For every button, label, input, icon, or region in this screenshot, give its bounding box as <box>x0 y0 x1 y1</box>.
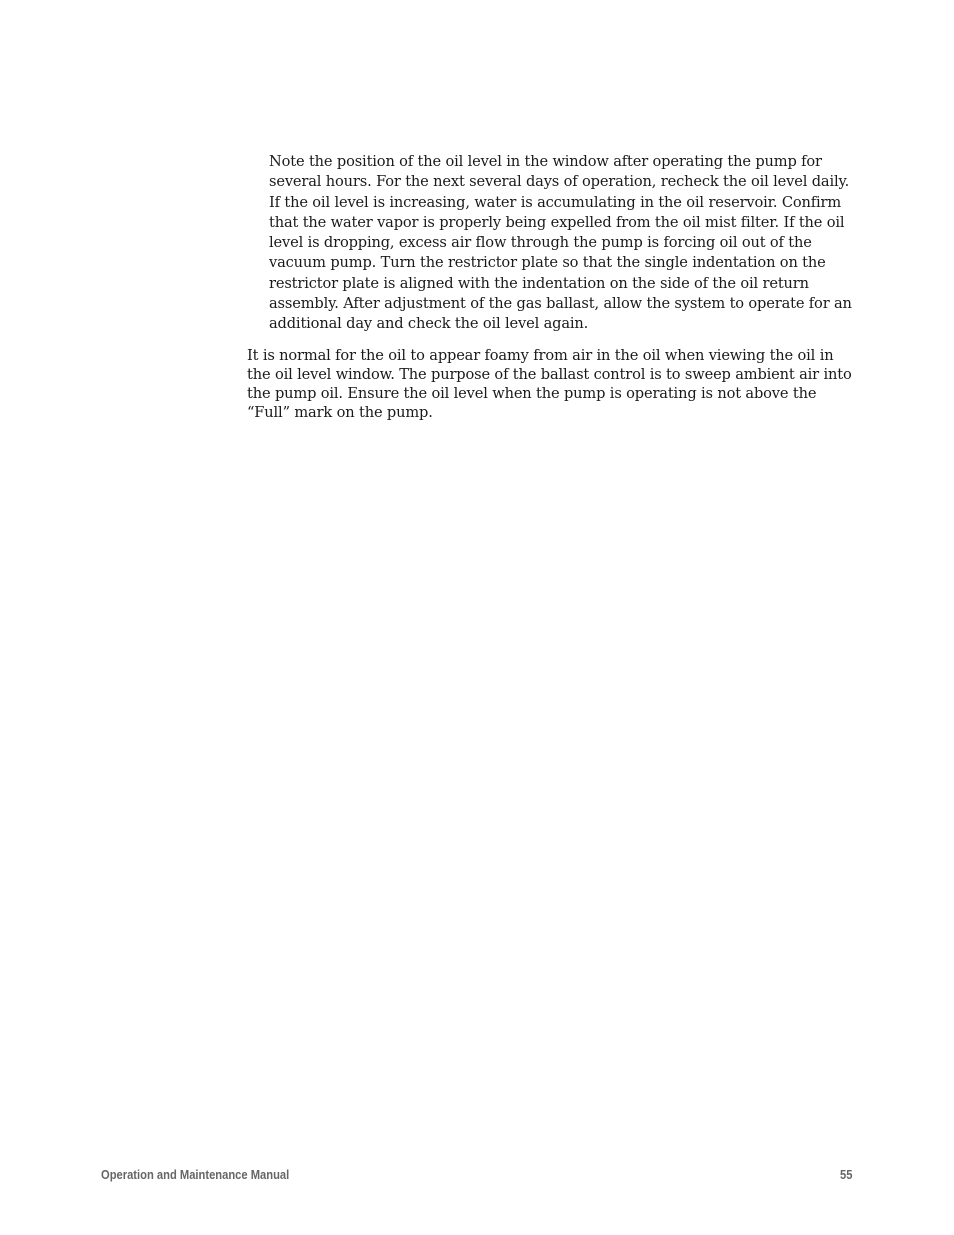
oil-foam-note-paragraph: It is normal for the oil to appear foamy from air in the oil when viewing the oil in the oil level window. The purpose of the ballast control is to sweep ambient air into the pump oil. Ensure the oil level when the pump is operating is not above the “Full” mark on the pump. <box>247 347 852 421</box>
footer-page-number: 55 <box>839 1167 852 1182</box>
footer-manual-title: Operation and Maintenance Manual <box>101 1167 290 1182</box>
oil-level-instruction-paragraph: Note the position of the oil level in the window after operating the pump for several hours. For the next several days of operation, recheck the oil level daily. If the oil level is increasing, water is accumulating in the oil reservoir. Confirm that the water vapor is properly being expelled from the oil mist filter. If the oil level is dropping, excess air flow through the pump is forcing oil out of the vacuum pump. Turn the restrictor plate so that the single indentation on the restrictor plate is aligned with the indentation on the side of the oil return assembly. After adjustment of the gas ballast, allow the system to operate for an additional day and check the oil level again. <box>269 153 852 333</box>
